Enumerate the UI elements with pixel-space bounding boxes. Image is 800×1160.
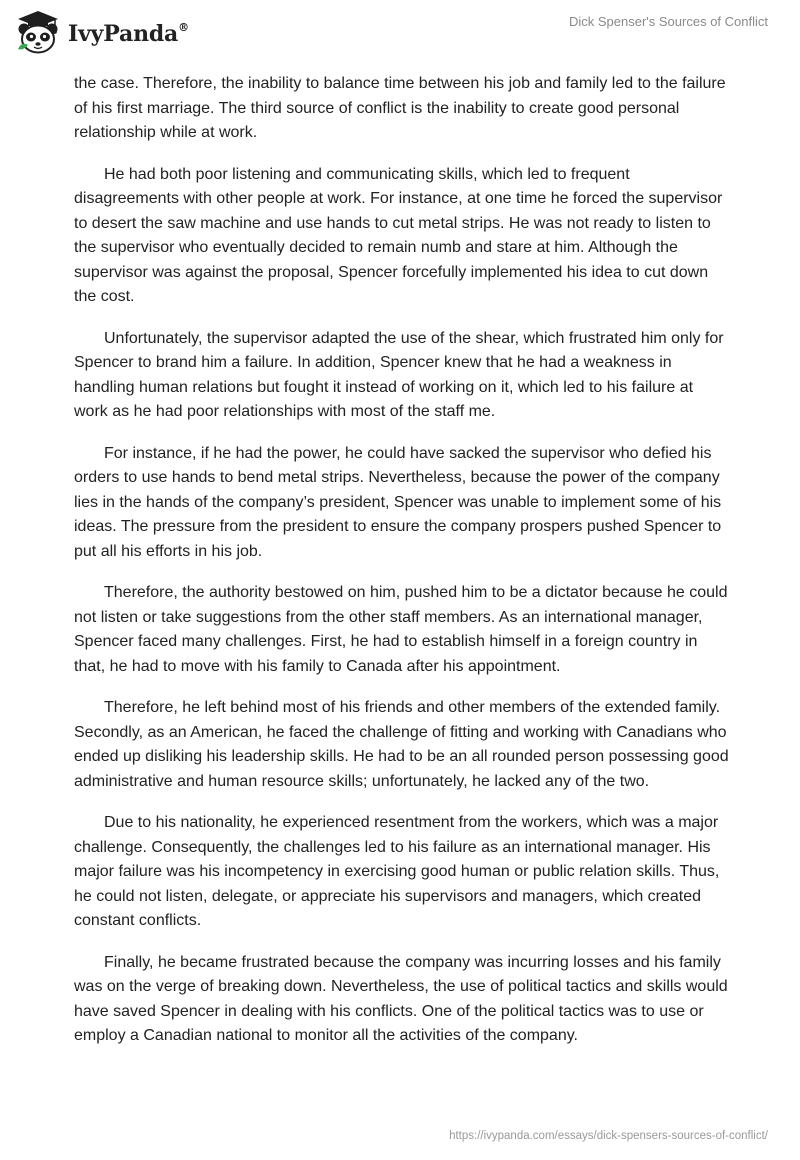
panda-graduate-icon xyxy=(14,9,62,55)
paragraph: He had both poor listening and communicating skills, which led to frequent disagreements with other people at work. For instance, at one time he forced the supervisor to desert the saw machine and use hands to cut metal strips. He was not ready to listen to the supervisor who eventually decided to remain numb and stare at him. Although the supervisor was against the proposal, Spencer forcefully implemented his idea to cut down the cost. xyxy=(74,165,723,305)
ivypanda-logo[interactable] xyxy=(14,8,189,56)
page-header xyxy=(0,0,800,70)
paragraph: Unfortunately, the supervisor adapted the use of the shear, which frustrated him only for Spencer to brand him a failure. In addition, Spencer knew that he had a weakness in handling human relations but fought it instead of working on it, which led to his failure at work as he had poor relationships with most of the staff me. xyxy=(74,329,724,420)
paragraph: Due to his nationality, he experienced resentment from the workers, which was a major challenge. Consequently, the challenges led to his failure as an international manager. His major failure was his incompetency in exercising good human or public relation skills. Thus, he could not listen, delegate, or appreciate his supervisors and managers, which created constant conflicts. xyxy=(74,814,720,929)
document-title: Dick Spenser's Sources of Conflict xyxy=(568,14,768,29)
paragraph: Finally, he became frustrated because the company was incurring losses and his family was on the verge of breaking down. Nevertheless, the use of political tactics and skills would have saved Spencer in dealing with his conflicts. One of the political tactics was to use or employ a Canadian national to monitor all the activities of the company. xyxy=(74,953,728,1044)
paragraph: the case. Therefore, the inability to balance time between his job and family led to the failure of his first marriage. The third source of conflict is the inability to create good personal relationship while at work. xyxy=(74,75,726,141)
logo-text: IvyPanda xyxy=(68,21,179,47)
registered-mark: ® xyxy=(178,20,189,34)
logo-wordmark xyxy=(68,21,189,47)
essay-body xyxy=(74,72,730,1066)
paragraph: For instance, if he had the power, he could have sacked the supervisor who defied his orders to use hands to bend metal strips. Nevertheless, because the power of the company lies in the hands of the company’s president, Spencer was unable to implement some of his ideas. The pressure from the president to ensure the company prospers pushed Spencer to put all his efforts in his job. xyxy=(74,444,722,560)
source-url[interactable]: https://ivypanda.com/essays/dick-spensers-sources-of-conflict/ xyxy=(449,1130,768,1142)
paragraph: Therefore, he left behind most of his friends and other members of the extended family. Secondly, as an American, he faced the challenge of fitting and working with Canadians who ended up disliking his leadership skills. He had to be an all rounded person possessing good administrative and human resource skills; unfortunately, he lacked any of the two. xyxy=(74,699,729,790)
paragraph: Therefore, the authority bestowed on him, pushed him to be a dictator because he could not listen or take suggestions from the other staff members. As an international manager, Spencer faced many challenges. First, he had to establish himself in a foreign country in that, he had to move with his family to Canada after his appointment. xyxy=(74,584,728,675)
